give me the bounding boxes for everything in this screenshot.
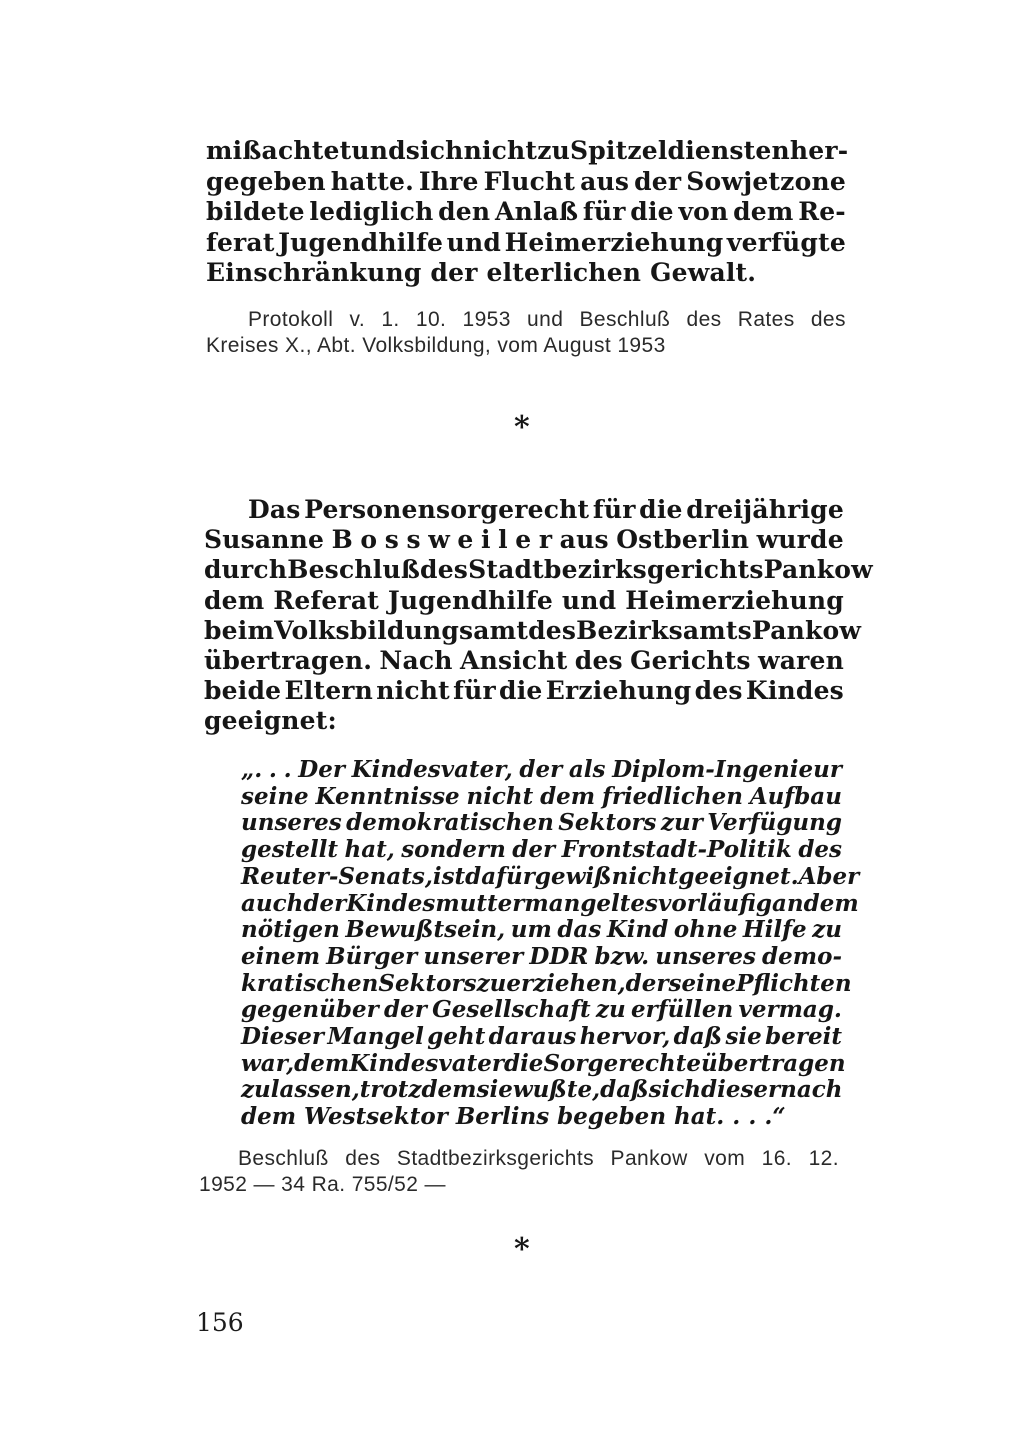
- quote-line: seine Kenntnisse nicht dem friedlichen Aufbau: [241, 782, 842, 810]
- block1-line: bildete lediglich den Anlaß für die von dem Re-: [206, 197, 846, 226]
- quote-line: einem Bürger unserer DDR bzw. unseres demo-: [241, 942, 842, 970]
- quote-line: nötigen Bewußtsein, um das Kind ohne Hilfe zu: [241, 916, 842, 944]
- quote-line: kratischen Sektors zu erziehen, der seine Pflichten: [241, 969, 852, 997]
- block2-line: durch Beschluß des Stadtbezirksgerichts Pankow: [204, 555, 873, 585]
- source1-line: Kreises X., Abt. Volksbildung, vom August 1953: [206, 334, 666, 357]
- quote-line: war, dem Kindesvater die Sorgerechte übertragen: [241, 1049, 846, 1077]
- block2-line: beim Volksbildungsamt des Bezirksamts Pankow: [204, 615, 862, 645]
- block2-line: dem Referat Jugendhilfe und Heimerziehung: [204, 585, 844, 615]
- quote-line: unseres demokratischen Sektors zur Verfügung: [241, 809, 842, 837]
- quote-line: auch der Kindesmutter mangelt es vorläufig an dem: [241, 889, 859, 917]
- quote-line: zu lassen, trotzdem sie wußte, daß sich dieser nach: [241, 1076, 843, 1104]
- section-separator-2: *: [514, 1232, 530, 1267]
- block2-line: geeignet:: [204, 706, 337, 736]
- source2-line: Beschluß des Stadtbezirksgerichts Pankow vom 16. 12.: [238, 1147, 839, 1170]
- quote-line: gestellt hat, sondern der Frontstadt-Politik des: [241, 836, 842, 864]
- block2-line: beide Eltern nicht für die Erziehung des Kindes: [204, 676, 844, 706]
- quote-line: Reuter-Senats, ist dafür gewiß nicht geeignet. Aber: [241, 862, 860, 890]
- block1-line: mißachtet und sich nicht zu Spitzeldiensten her-: [206, 136, 849, 165]
- page-number: 156: [196, 1308, 244, 1337]
- quote-line: „. . . Der Kindesvater, der als Diplom-Ingenieur: [241, 756, 842, 783]
- block2-line: übertragen. Nach Ansicht des Gerichts waren: [204, 646, 844, 675]
- block2-line: Susanne B o s s w e i l e r aus Ostberlin wurde: [204, 525, 844, 555]
- block1-line: Einschränkung der elterlichen Gewalt.: [206, 258, 757, 287]
- quote-line: Dieser Mangel geht daraus hervor, daß sie bereit: [241, 1023, 842, 1050]
- quote-line: dem Westsektor Berlins begeben hat. . . .“: [241, 1103, 786, 1131]
- section-separator-1: *: [514, 410, 530, 445]
- block1-line: ferat Jugendhilfe und Heimerziehung verfügte: [206, 227, 846, 257]
- quote-line: gegenüber der Gesellschaft zu erfüllen vermag.: [241, 996, 842, 1024]
- source1-line: Protokoll v. 1. 10. 1953 und Beschluß des Rates des: [248, 308, 846, 331]
- source2-line: 1952 — 34 Ra. 755/52 —: [199, 1173, 446, 1196]
- block2-line: Das Personensorgerecht für die dreijährige: [248, 495, 844, 524]
- block1-line: gegeben hatte. Ihre Flucht aus der Sowjetzone: [206, 166, 846, 196]
